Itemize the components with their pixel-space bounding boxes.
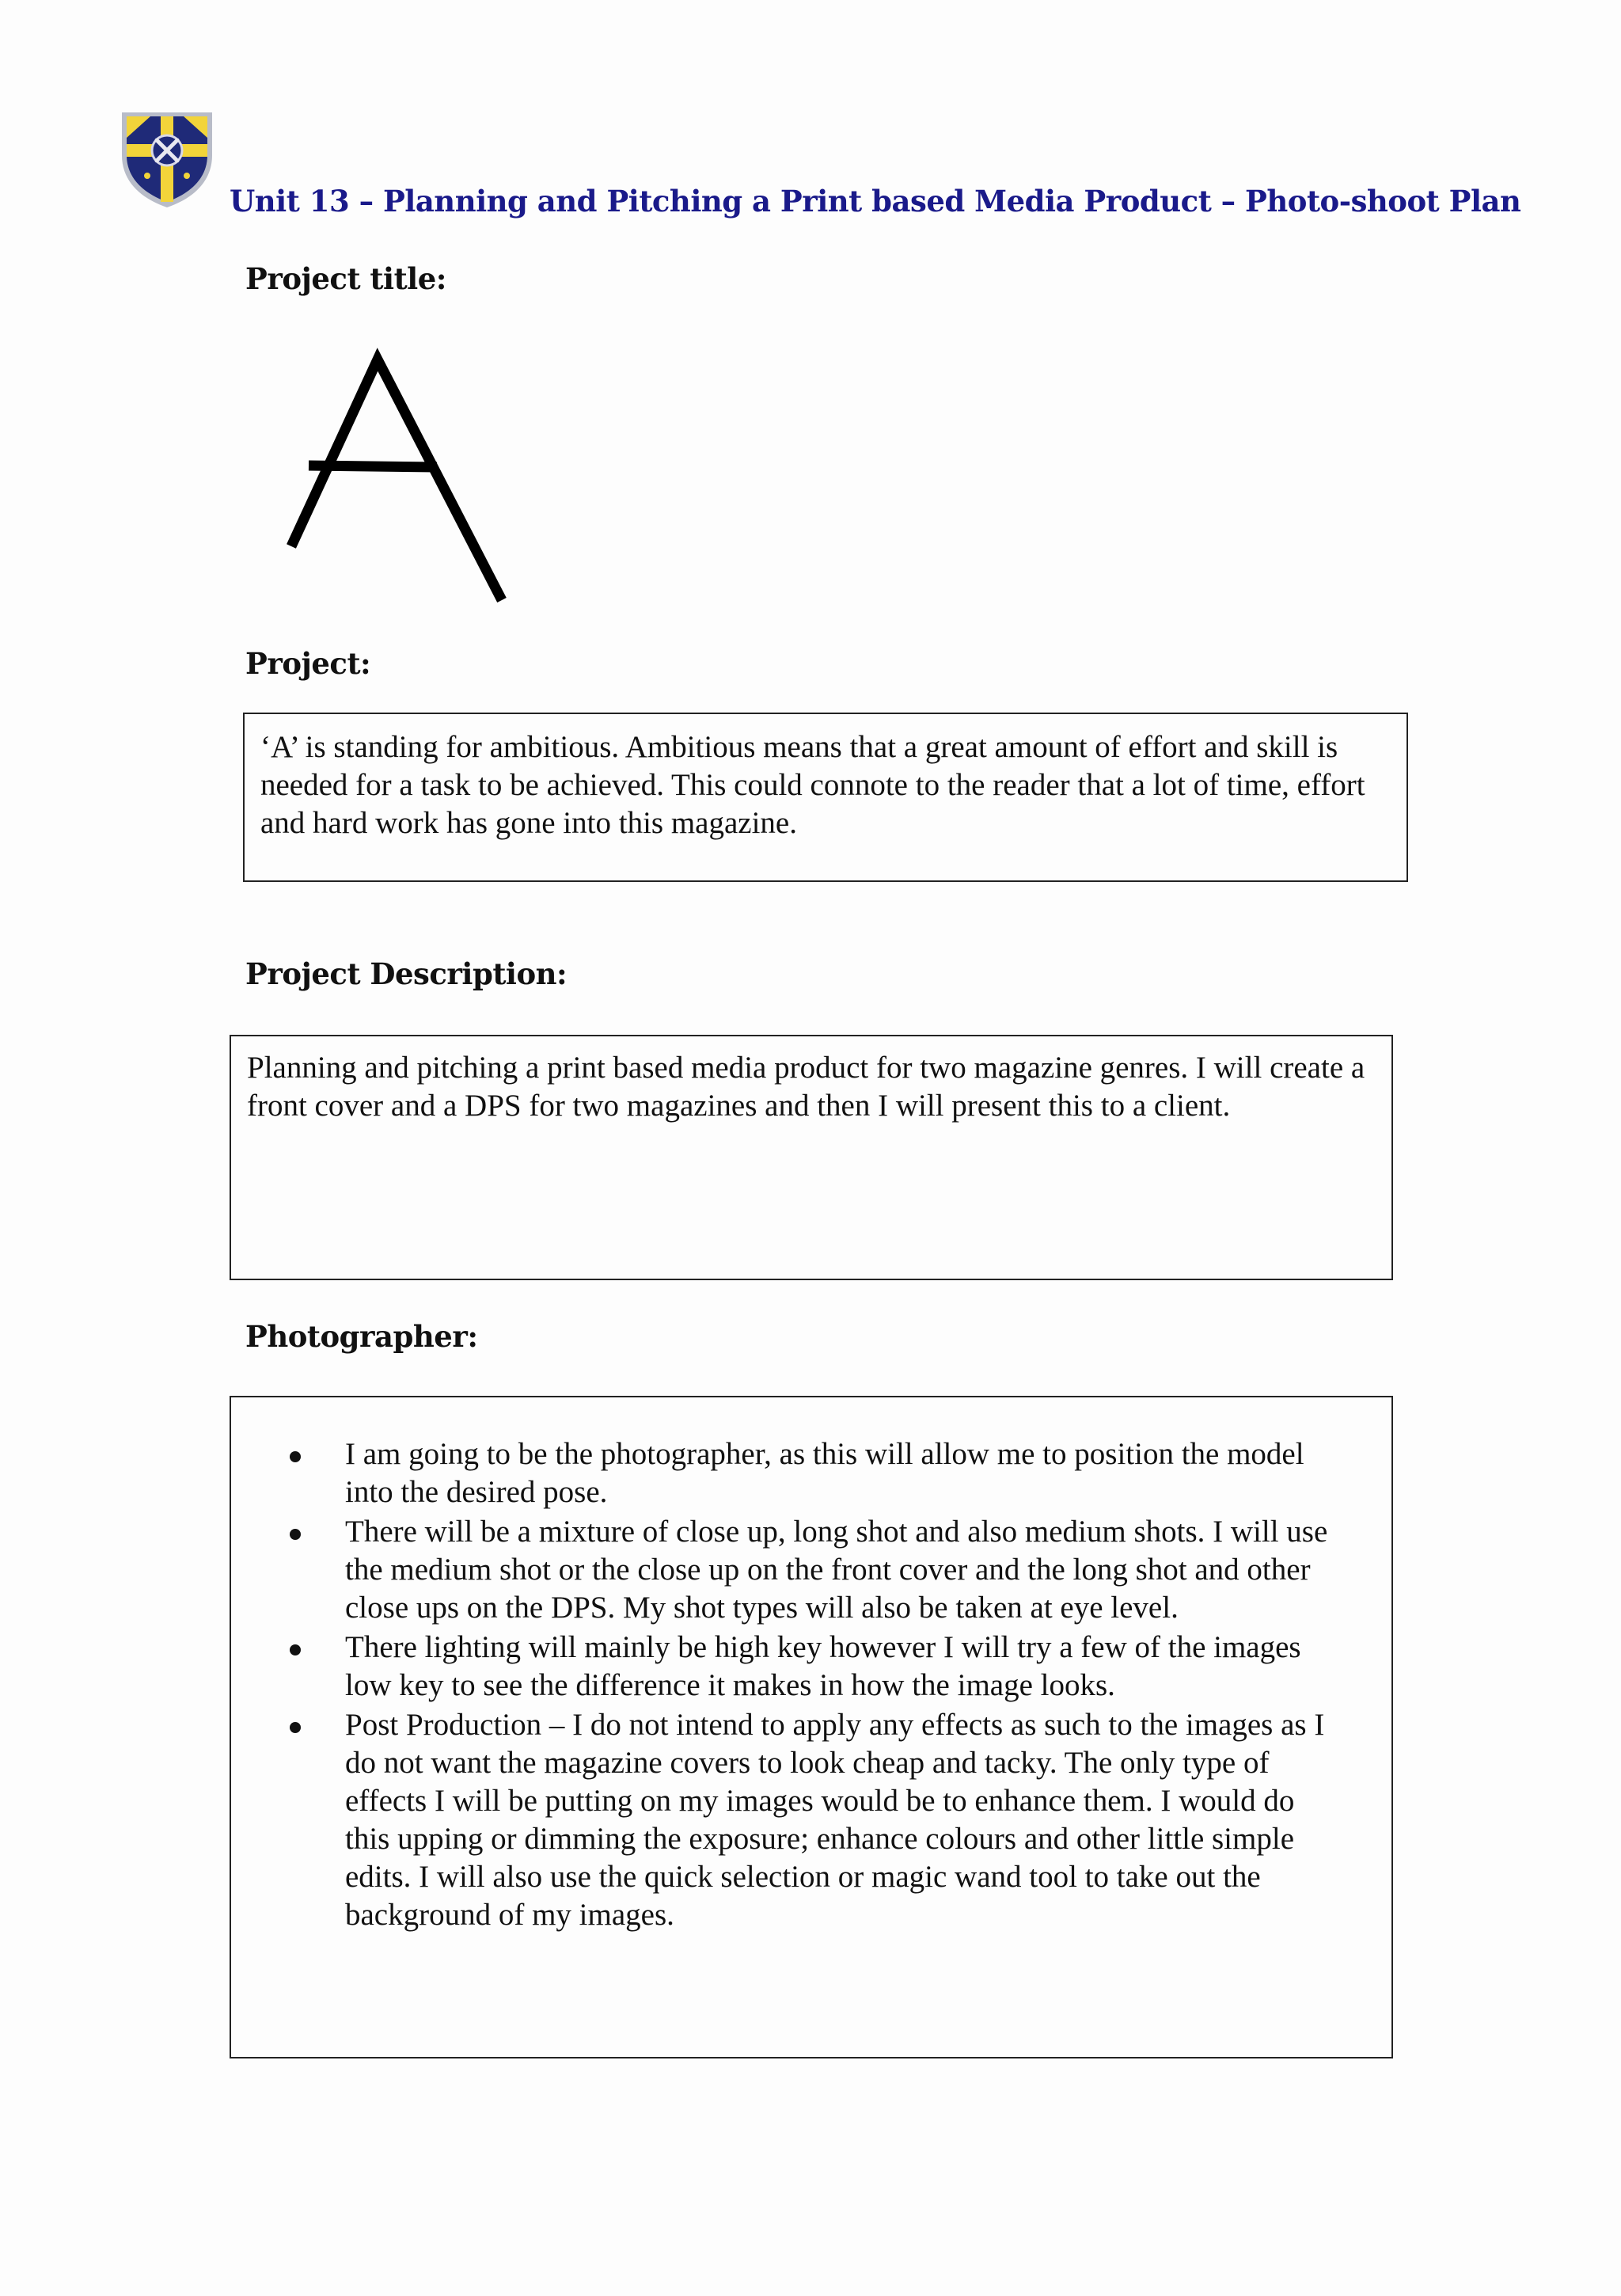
bullet-icon (290, 1722, 301, 1733)
photographer-list (231, 1435, 1344, 1934)
bullet-icon (290, 1529, 301, 1540)
project-label: Project: (245, 646, 371, 681)
list-item-text: There will be a mixture of close up, long shot and also medium shots. I will use the medium shot or the close up on the front cover and the long shot and other close ups on the DPS. My shot types will also be taken at eye level. (345, 1515, 1328, 1625)
photographer-box (230, 1396, 1393, 2058)
project-description-label: Project Description: (245, 956, 568, 991)
project-description-text: Planning and pitching a print based media product for two magazine genres. I will create a front cover and a DPS for two magazines and then I will present this to a client. (247, 1051, 1365, 1123)
list-item-text: I am going to be the photographer, as this will allow me to position the model into the desired pose. (345, 1437, 1304, 1509)
list-item (345, 1706, 1344, 1934)
project-title-logo (279, 345, 516, 606)
list-item-text: Post Production – I do not intend to apply any effects as such to the images as I do not want the magazine covers to look cheap and tacky. The only type of effects I will be putting on my images would be to enhance them. I would do this upping or dimming the exposure; enhance colours and other little simple edits. I will also use the quick selection or magic wand tool to take out the background of my images. (345, 1708, 1325, 1932)
document-title: Unit 13 – Planning and Pitching a Print based Media Product – Photo-shoot Plan (230, 184, 1521, 219)
list-item (345, 1435, 1344, 1511)
list-item (345, 1513, 1344, 1627)
project-text-box (243, 713, 1408, 882)
list-item (345, 1629, 1344, 1705)
bullet-icon (290, 1644, 301, 1655)
photographer-label: Photographer: (245, 1319, 478, 1354)
project-text: ‘A’ is standing for ambitious. Ambitious means that a great amount of effort and skill is needed for a task to be achieved. This could connote to the reader that a lot of time, effort and hard work has gone into this magazine. (260, 730, 1365, 840)
project-description-box (230, 1035, 1393, 1280)
project-title-label: Project title: (245, 261, 446, 296)
school-crest-icon (117, 106, 217, 209)
list-item-text: There lighting will mainly be high key however I will try a few of the images low key to see the difference it makes in how the image looks. (345, 1630, 1301, 1702)
bullet-icon (290, 1451, 301, 1462)
